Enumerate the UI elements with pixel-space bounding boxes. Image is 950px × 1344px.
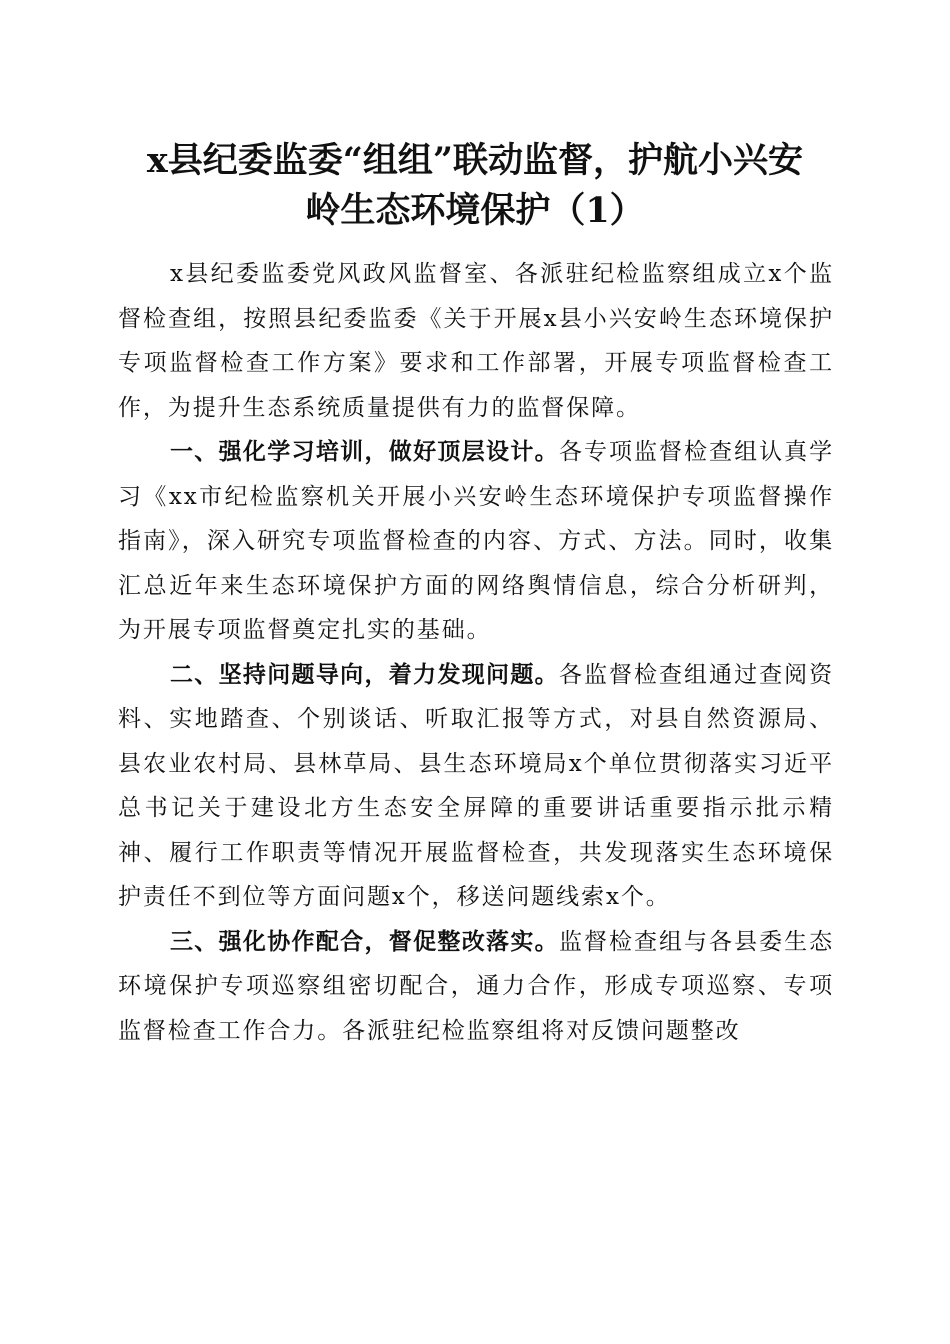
section-paragraph-1 <box>118 430 834 653</box>
title-line-1: x县纪委监委“组组”联动监督，护航小兴安 <box>146 140 804 181</box>
section-heading-3: 三、强化协作配合，督促整改落实。 <box>170 928 559 955</box>
section-text-2: 各监督检查组通过查阅资料、实地踏查、个别谈话、听取汇报等方式，对县自然资源局、县农业农村局、县林草局、县生态环境局x个单位贯彻落实习近平总书记关于建设北方生态安全屏障的重要讲话重要指示批示精神、履行工作职责等情况开展监督检查，共发现落实生态环境保护责任不到位等方面问题x个，移送问题线索x个。 <box>118 661 834 910</box>
document-body <box>118 252 834 1053</box>
section-paragraph-3 <box>118 920 834 1054</box>
section-text-1: 各专项监督检查组认真学习《xx市纪检监察机关开展小兴安岭生态环境保护专项监督操作指南》，深入研究专项监督检查的内容、方式、方法。同时，收集汇总近年来生态环境保护方面的网络舆情信息，综合分析研判，为开展专项监督奠定扎实的基础。 <box>118 439 834 643</box>
document-title <box>100 136 850 236</box>
intro-paragraph: x县纪委监委党风政风监督室、各派驻纪检监察组成立x个监督检查组，按照县纪委监委《关于开展x县小兴安岭生态环境保护专项监督检查工作方案》要求和工作部署，开展专项监督检查工作，为提升生态系统质量提供有力的监督保障。 <box>118 261 834 421</box>
section-heading-2: 二、坚持问题导向，着力发现问题。 <box>170 661 559 688</box>
section-paragraph-2 <box>118 653 834 920</box>
section-heading-1: 一、强化学习培训，做好顶层设计。 <box>170 439 559 465</box>
section-text-3: 监督检查组与各县委生态环境保护专项巡察组密切配合，通力合作，形成专项巡察、专项监督检查工作合力。各派驻纪检监察组将对反馈问题整改 <box>118 928 834 1044</box>
title-line-2: 岭生态环境保护（1） <box>305 190 645 231</box>
